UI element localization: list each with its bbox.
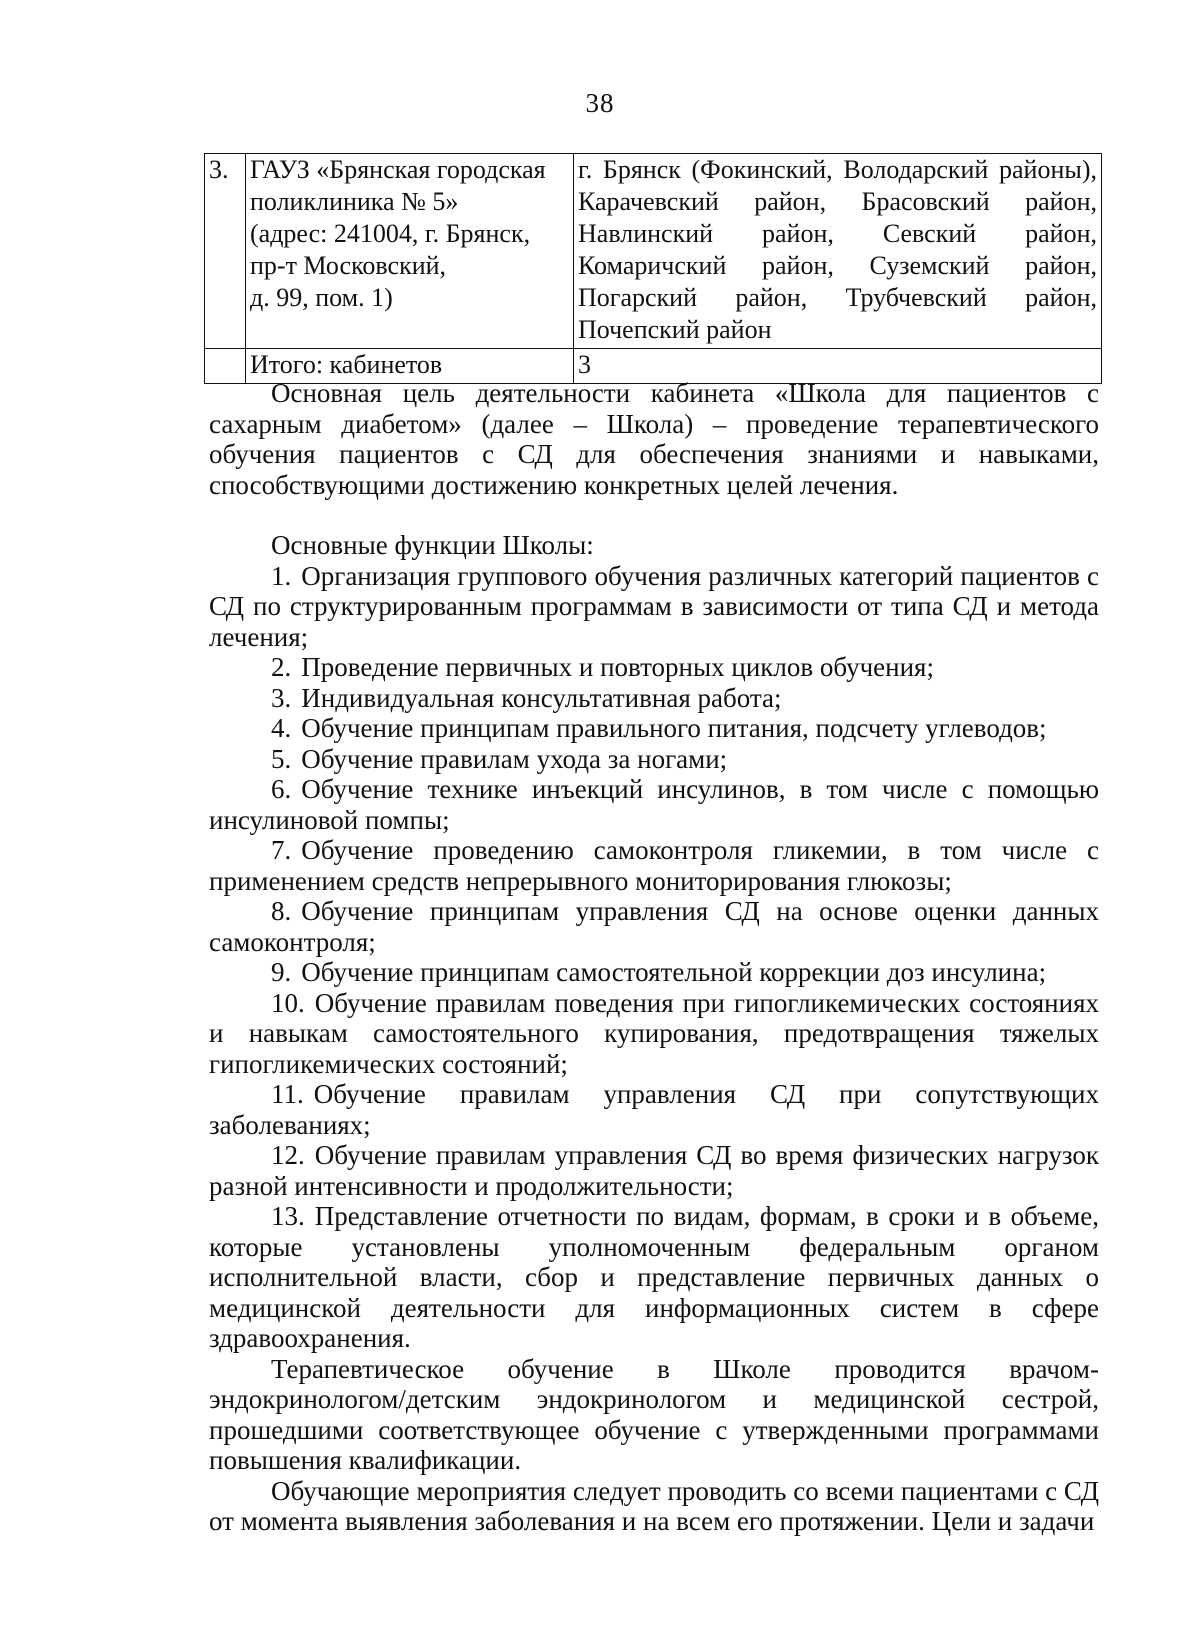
function-text: Обучение принципам самостоятельной коррекции доз инсулина; bbox=[301, 957, 1047, 987]
function-number: 11. bbox=[271, 1079, 304, 1109]
function-item bbox=[209, 988, 1099, 1080]
function-item bbox=[209, 957, 1099, 988]
organization-line: поликлиника № 5» bbox=[250, 187, 459, 216]
function-text: Обучение проведению самоконтроля гликемии, в том числе с применением средств непрерывного мониторирования глюкозы; bbox=[209, 835, 1099, 896]
function-number: 8. bbox=[271, 896, 292, 926]
function-text: Индивидуальная консультативная работа; bbox=[301, 682, 782, 713]
function-text: Обучение правилам управления СД во время физических нагрузок разной интенсивности и продолжительности; bbox=[209, 1140, 1099, 1201]
function-number: 1. bbox=[271, 560, 292, 591]
page-number: 38 bbox=[585, 88, 615, 118]
function-number: 3. bbox=[271, 682, 292, 713]
function-item bbox=[209, 774, 1099, 835]
function-number: 5. bbox=[271, 743, 292, 774]
function-text: Обучение правилам поведения при гипогликемических состояниях и навыкам самостоятельного купирования, предотвращения тяжелых гипогликемических состояний; bbox=[209, 987, 1099, 1079]
total-label-cell: Итого: кабинетов bbox=[246, 349, 574, 384]
function-number: 13. bbox=[271, 1201, 305, 1231]
function-text: Обучение технике инъекций инсулинов, в том числе с помощью инсулиновой помпы; bbox=[209, 774, 1099, 835]
function-item bbox=[209, 1079, 1099, 1140]
organization-line: ГАУЗ «Брянская городская bbox=[250, 155, 546, 184]
function-number: 10. bbox=[271, 987, 305, 1018]
function-item bbox=[209, 744, 1099, 775]
learning-events-paragraph: Обучающие мероприятия следует проводить со всеми пациентами с СД от момента выявления заболевания и на всем его протяжении. Цели и задачи bbox=[209, 1475, 1099, 1536]
function-number: 7. bbox=[271, 835, 292, 865]
function-text: Организация группового обучения различных категорий пациентов с СД по структурированным программам в зависимости от типа СД и метода лечения; bbox=[209, 560, 1099, 652]
organization-cell bbox=[246, 154, 574, 349]
therapeutic-paragraph: Терапевтическое обучение в Школе проводится врачом-эндокринологом/детским эндокринологом и медицинской сестрой, прошедшими соответствующее обучение с утвержденными программами повышения квалификации. bbox=[209, 1353, 1099, 1475]
function-number: 4. bbox=[271, 713, 292, 743]
function-text: Проведение первичных и повторных циклов обучения; bbox=[301, 652, 934, 682]
total-value-cell: 3 bbox=[574, 349, 1102, 384]
function-item bbox=[209, 713, 1099, 744]
function-number: 2. bbox=[271, 652, 292, 682]
organization-line: д. 99, пом. 1) bbox=[250, 283, 393, 312]
organization-line: (адрес: 241004, г. Брянск, bbox=[250, 219, 531, 248]
function-number: 9. bbox=[271, 957, 292, 987]
function-item bbox=[209, 561, 1099, 653]
function-text: Представление отчетности по видам, формам, в сроки и в объеме, которые установлены уполномоченным федеральным органом исполнительной власти, сбор и представление первичных данных о медицинской деятельности для информационных систем в сфере здравоохранения. bbox=[209, 1201, 1099, 1353]
table-row bbox=[205, 154, 1102, 349]
function-item bbox=[209, 683, 1099, 714]
function-item bbox=[209, 652, 1099, 683]
row-number-cell: 3. bbox=[205, 154, 246, 349]
function-item bbox=[209, 1201, 1099, 1354]
function-item bbox=[209, 835, 1099, 896]
function-text: Обучение правилам управления СД при сопутствующих заболеваниях; bbox=[209, 1079, 1099, 1140]
clinic-table bbox=[204, 153, 1102, 384]
function-text: Обучение принципам правильного питания, подсчету углеводов; bbox=[301, 713, 1047, 743]
function-number: 12. bbox=[271, 1140, 305, 1170]
function-item bbox=[209, 1140, 1099, 1201]
function-text: Обучение правилам ухода за ногами; bbox=[301, 743, 728, 774]
main-goal-paragraph: Основная цель деятельности кабинета «Школа для пациентов с сахарным диабетом» (далее – Школа) – проведение терапевтического обучения пациентов с СД для обеспечения знаниями и навыками, способствующими достижению конкретных целей лечения. bbox=[209, 378, 1099, 500]
functions-heading: Основные функции Школы: bbox=[271, 530, 594, 560]
document-body bbox=[209, 378, 1099, 1537]
function-item bbox=[209, 896, 1099, 957]
organization-line: пр-т Московский, bbox=[250, 251, 447, 280]
functions-list bbox=[209, 561, 1099, 1354]
function-number: 6. bbox=[271, 774, 292, 804]
function-text: Обучение принципам управления СД на основе оценки данных самоконтроля; bbox=[209, 896, 1099, 957]
service-area-cell: г. Брянск (Фокинский, Володарский районы), Карачевский район, Брасовский район, Навлинский район, Севский район, Комаричский район, Суземский район, Погарский район, Трубчевский район, Почепский район bbox=[574, 154, 1102, 349]
